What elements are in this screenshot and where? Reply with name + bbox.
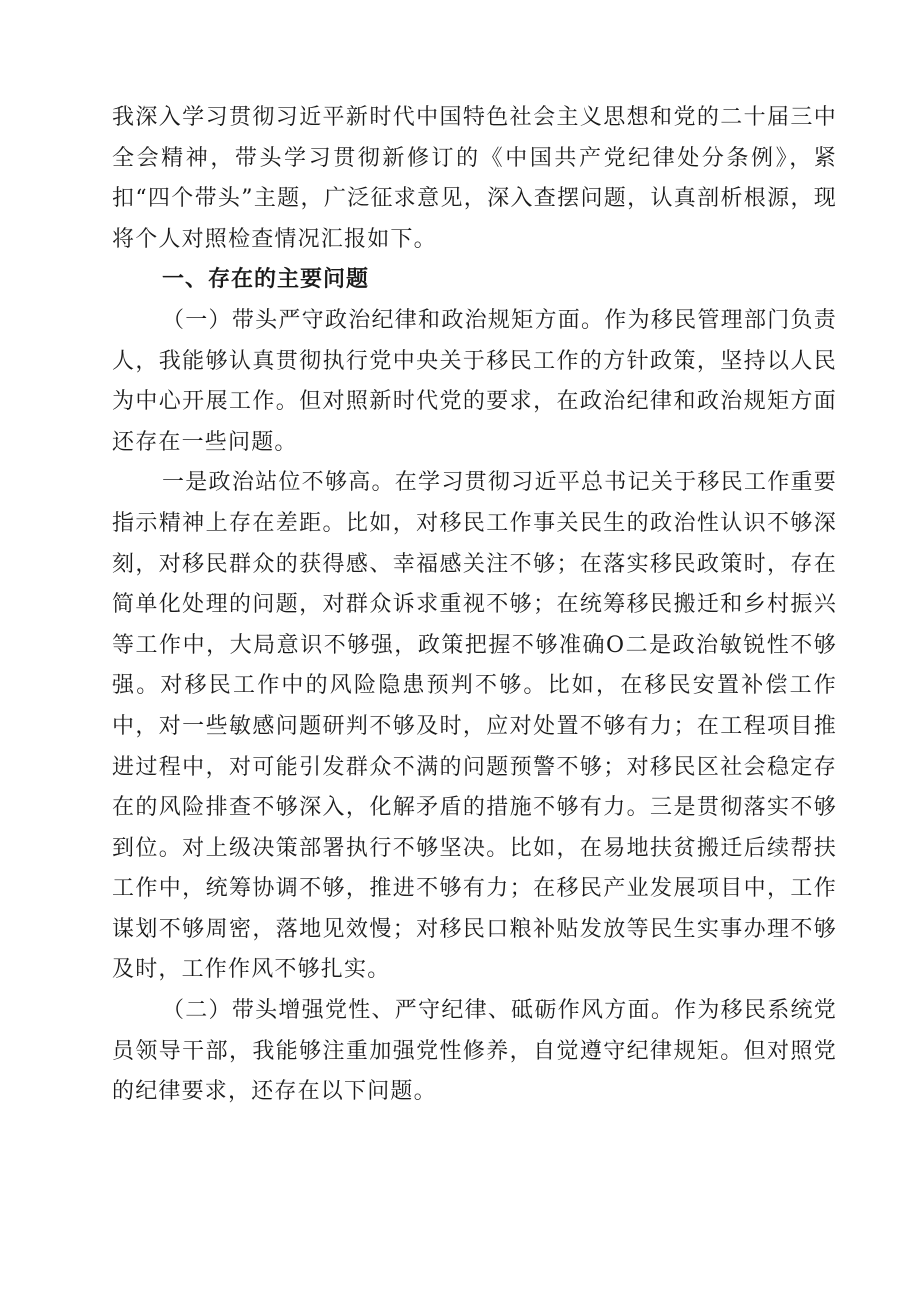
subsection-1-paragraph: （一）带头严守政治纪律和政治规矩方面。作为移民管理部门负责人，我能够认真贯彻执行党中央关于移民工作的方针政策，坚持以人民为中心开展工作。但对照新时代党的要求，在政治纪律和政治规矩方面还存在一些问题。 (112, 307, 837, 455)
subsection-2-paragraph: （二）带头增强党性、严守纪律、砥砺作风方面。作为移民系统党员领导干部，我能够注重加强党性修养，自觉遵守纪律规矩。但对照党的纪律要求，还存在以下问题。 (112, 998, 837, 1105)
subsection-1-body-paragraph: 一是政治站位不够高。在学习贯彻习近平总书记关于移民工作重要指示精神上存在差距。比如，对移民工作事关民生的政治性认识不够深刻，对移民群众的获得感、幸福感关注不够；在落实移民政策时，存在简单化处理的问题，对群众诉求重视不够；在统筹移民搬迁和乡村振兴等工作中，大局意识不够强，政策把握不够准确O二是政治敏锐性不够强。对移民工作中的风险隐患预判不够。比如，在移民安置补偿工作中，对一些敏感问题研判不够及时，应对处置不够有力；在工程项目推进过程中，对可能引发群众不满的问题预警不够；对移民区社会稳定存在的风险排查不够深入，化解矛盾的措施不够有力。三是贯彻落实不够到位。对上级决策部署执行不够坚决。比如，在易地扶贫搬迁后续帮扶工作中，统筹协调不够，推进不够有力；在移民产业发展项目中，工作谋划不够周密，落地见效慢；对移民口粮补贴发放等民生实事办理不够及时，工作作风不够扎实。 (112, 470, 837, 983)
intro-paragraph: 我深入学习贯彻习近平新时代中国特色社会主义思想和党的二十届三中全会精神，带头学习贯彻新修订的《中国共产党纪律处分条例》，紧扣“四个带头”主题，广泛征求意见，深入查摆问题，认真剖析根源，现将个人对照检查情况汇报如下。 (112, 105, 837, 252)
section-heading: 一、存在的主要问题 (162, 267, 370, 293)
document-body (112, 98, 837, 1113)
